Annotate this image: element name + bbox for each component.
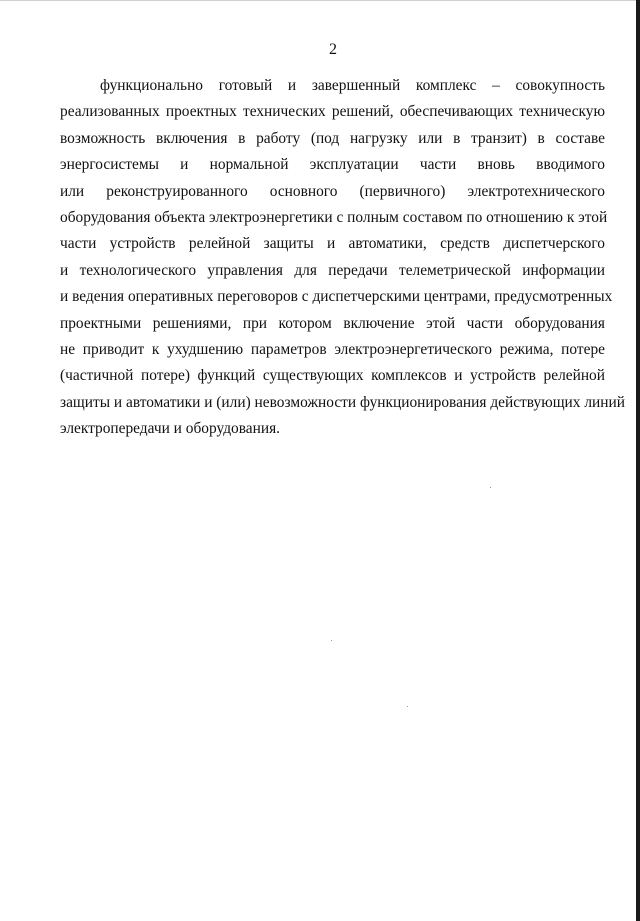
paragraph-line: проектными решениями, при котором включение этой части оборудования [60, 314, 605, 332]
paragraph-line: части устройств релейной защиты и автоматики, средств диспетчерского [60, 235, 605, 253]
scan-speck [407, 706, 408, 707]
definition-paragraph [60, 73, 625, 443]
paragraph-line: электропередачи и оборудования. [60, 420, 281, 438]
paragraph-line: (частичной потере) функций существующих комплексов и устройств релейной [60, 367, 605, 385]
paragraph-line: и технологического управления для передачи телеметрической информации [60, 261, 605, 279]
scan-speck [331, 640, 332, 641]
paragraph-line: функционально готовый и завершенный комплекс – совокупность [100, 77, 605, 94]
scan-edge-top [0, 0, 640, 1]
paragraph-line: реализованных проектных технических решений, обеспечивающих техническую [60, 103, 605, 121]
scan-edge-right [636, 0, 640, 921]
paragraph-line: не приводит к ухудшению параметров электроэнергетического режима, потере [60, 341, 605, 359]
scan-speck [490, 487, 491, 488]
page-number: 2 [329, 41, 337, 58]
paragraph-line: возможность включения в работу (под нагрузку или в транзит) в составе [60, 129, 605, 147]
paragraph-line: оборудования объекта электроэнергетики с полным составом по отношению к этой [60, 209, 608, 227]
paragraph-line: и ведения оперативных переговоров с диспетчерскими центрами, предусмотренных [60, 288, 613, 306]
paragraph-line: энергосистемы и нормальной эксплуатации части вновь вводимого [60, 156, 605, 174]
paragraph-line: или реконструированного основного (первичного) электротехнического [60, 182, 605, 200]
paragraph-line: защиты и автоматики и (или) невозможности функционирования действующих линий [60, 393, 625, 411]
